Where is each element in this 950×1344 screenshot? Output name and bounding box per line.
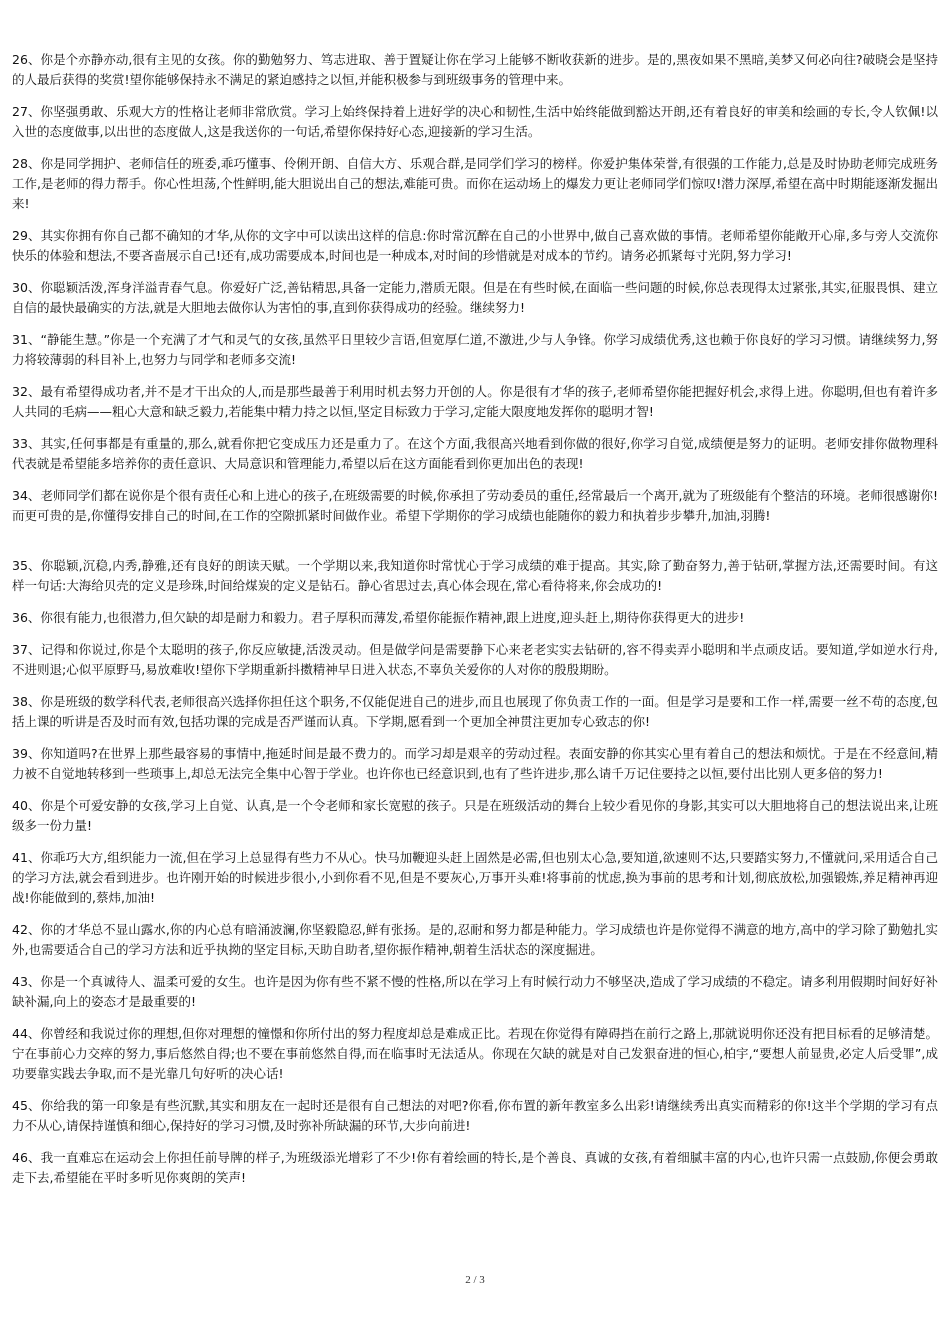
comment-paragraph-29: 29、其实你拥有你自己都不确知的才华,从你的文字中可以读出这样的信息:你时常沉醉在自己的小世界中,做自己喜欢做的事情。老师希望你能敞开心扉,多与旁人交流你快乐的体验和想法,不要吝啬展示自己!还有,成功需要成本,时间也是一种成本,对时间的珍惜就是对成本的节约。请务必抓紧每寸光阴,努力学习! (12, 228, 938, 263)
comment-paragraph-40: 40、你是个可爱安静的女孩,学习上自觉、认真,是一个令老师和家长宽慰的孩子。只是在班级活动的舞台上较少看见你的身影,其实可以大胆地将自己的想法说出来,让班级多一份力量! (12, 798, 938, 833)
comment-paragraph-43: 43、你是一个真诚待人、温柔可爱的女生。也许是因为你有些不紧不慢的性格,所以在学习上有时候行动力不够坚决,造成了学习成绩的不稳定。请多利用假期时间好好补缺补漏,向上的姿态才是最重要的! (12, 974, 938, 1009)
comment-paragraph-26: 26、你是个亦静亦动,很有主见的女孩。你的勤勉努力、笃志进取、善于置疑让你在学习上能够不断收获新的进步。是的,黑夜如果不黑暗,美梦又何必向往?破晓会是坚持的人最后获得的奖赏!望你能够保持永不满足的紧迫感持之以恒,并能积极参与到班级事务的管理中来。 (12, 52, 938, 87)
comment-paragraph-31: 31、“静能生慧。”你是一个充满了才气和灵气的女孩,虽然平日里较少言语,但宽厚仁道,不激进,少与人争锋。你学习成绩优秀,这也赖于你良好的学习习惯。请继续努力,努力将较薄弱的科目补上,也努力与同学和老师多交流! (12, 332, 938, 367)
comment-paragraph-35: 35、你聪颖,沉稳,内秀,静雅,还有良好的朗读天赋。一个学期以来,我知道你时常忧心于学习成绩的难于提高。其实,除了勤奋努力,善于钻研,掌握方法,还需要时间。有这样一句话:大海给贝壳的定义是珍珠,时间给煤炭的定义是钻石。静心省思过去,真心体会现在,常心看待将来,你会成功的! (12, 558, 938, 593)
comment-paragraph-38: 38、你是班级的数学科代表,老师很高兴选择你担任这个职务,不仅能促进自己的进步,而且也展现了你负责工作的一面。但是学习是要和工作一样,需要一丝不苟的态度,包括上课的听讲是否及时而有效,包括功课的完成是否严谨而认真。下学期,愿看到一个更加全神贯注更加专心致志的你! (12, 694, 938, 729)
comment-paragraph-34: 34、老师同学们都在说你是个很有责任心和上进心的孩子,在班级需要的时候,你承担了劳动委员的重任,经常最后一个离开,就为了班级能有个整洁的环境。老师很感谢你!而更可贵的是,你懂得安排自己的时间,在工作的空隙抓紧时间做作业。希望下学期你的学习成绩也能随你的毅力和执着步步攀升,加油,羽腾! (12, 488, 938, 523)
comment-paragraph-28: 28、你是同学拥护、老师信任的班委,乖巧懂事、伶俐开朗、自信大方、乐观合群,是同学们学习的榜样。你爱护集体荣誉,有很强的工作能力,总是及时协助老师完成班务工作,是老师的得力帮手。你心性坦荡,个性鲜明,能大胆说出自己的想法,难能可贵。而你在运动场上的爆发力更让老师同学们惊叹!潜力深厚,希望在高中时期能逐渐发掘出来! (12, 156, 938, 211)
comment-paragraph-33: 33、其实,任何事都是有重量的,那么,就看你把它变成压力还是重力了。在这个方面,我很高兴地看到你做的很好,你学习自觉,成绩便是努力的证明。老师安排你做物理科代表就是希望能多培养你的责任意识、大局意识和管理能力,希望以后在这方面能看到你更加出色的表现! (12, 436, 938, 471)
comment-paragraph-44: 44、你曾经和我说过你的理想,但你对理想的憧憬和你所付出的努力程度却总是难成正比。若现在你觉得有障碍挡在前行之路上,那就说明你还没有把目标看的足够清楚。宁在事前心力交瘁的努力,事后悠然自得;也不要在事前悠然自得,而在临事时无法适从。你现在欠缺的就是对自己发狠奋进的恒心,柏宇,“要想人前显贵,必定人后受罪”,成功要靠实践去争取,而不是光靠几句好听的决心话! (12, 1026, 938, 1081)
page-number: 2 / 3 (465, 1274, 485, 1286)
document-body (12, 50, 938, 1200)
comment-paragraph-32: 32、最有希望得成功者,并不是才干出众的人,而是那些最善于利用时机去努力开创的人。你是很有才华的孩子,老师希望你能把握好机会,求得上进。你聪明,但也有着许多人共同的毛病——粗心大意和缺乏毅力,若能集中精力持之以恒,坚定目标致力于学习,定能大限度地发挥你的聪明才智! (12, 384, 938, 419)
comment-paragraph-30: 30、你聪颖活泼,浑身洋溢青春气息。你爱好广泛,善钻精思,具备一定能力,潜质无限。但是在有些时候,在面临一些问题的时候,你总表现得太过紧张,其实,征服畏惧、建立自信的最快最确实的方法,就是大胆地去做你认为害怕的事,直到你获得成功的经验。继续努力! (12, 280, 938, 315)
comment-paragraph-27: 27、你坚强勇敢、乐观大方的性格让老师非常欣赏。学习上始终保持着上进好学的决心和韧性,生活中始终能做到豁达开朗,还有着良好的审美和绘画的专长,令人钦佩!以入世的态度做事,以出世的态度做人,这是我送你的一句话,希望你保持好心态,迎接新的学习生活。 (12, 104, 938, 139)
comment-paragraph-45: 45、你给我的第一印象是有些沉默,其实和朋友在一起时还是很有自己想法的对吧?你看,你布置的新年教室多么出彩!请继续秀出真实而精彩的你!这半个学期的学习有点力不从心,请保持谨慎和细心,保持好的学习习惯,及时弥补所缺漏的环节,大步向前进! (12, 1098, 938, 1133)
comment-paragraph-36: 36、你很有能力,也很潜力,但欠缺的却是耐力和毅力。君子厚积而薄发,希望你能振作精神,跟上进度,迎头赶上,期待你获得更大的进步! (12, 610, 745, 625)
comment-paragraph-37: 37、记得和你说过,你是个太聪明的孩子,你反应敏捷,活泼灵动。但是做学问是需要静下心来老老实实去钻研的,容不得卖弄小聪明和半点顽皮话。要知道,学如逆水行舟,不进则退;心似平原野马,易放难收!望你下学期重新抖擞精神早日进入状态,不辜负关爱你的人对你的殷殷期盼。 (12, 642, 938, 677)
comment-paragraph-42: 42、你的才华总不显山露水,你的内心总有暗涌波澜,你坚毅隐忍,鲜有张扬。是的,忍耐和努力都是种能力。学习成绩也许是你觉得不满意的地方,高中的学习除了勤勉扎实外,也需要适合自己的学习方法和近乎执拗的坚定目标,天助自助者,望你振作精神,朝着生活状态的深度掘进。 (12, 922, 938, 957)
comment-paragraph-41: 41、你乖巧大方,组织能力一流,但在学习上总显得有些力不从心。快马加鞭迎头赶上固然是必需,但也别太心急,要知道,欲速则不达,只要踏实努力,不懂就问,采用适合自己的学习方法,就会看到进步。也许刚开始的时候进步很小,小到你看不见,但是不要灰心,万事开头难!将事前的忧虑,换为事前的思考和计划,彻底放松,加强锻炼,养足精神再迎战!你能做到的,蔡炜,加油! (12, 850, 938, 905)
comment-paragraph-46: 46、我一直难忘在运动会上你担任前导牌的样子,为班级添光增彩了不少!你有着绘画的特长,是个善良、真诚的女孩,有着细腻丰富的内心,也许只需一点鼓励,你便会勇敢走下去,希望能在平时多听见你爽朗的笑声! (12, 1150, 938, 1185)
comment-paragraph-39: 39、你知道吗?在世界上那些最容易的事情中,拖延时间是最不费力的。而学习却是艰辛的劳动过程。表面安静的你其实心里有着自己的想法和烦忧。于是在不经意间,精力被不自觉地转移到一些琐事上,却总无法完全集中心智于学业。也许你也已经意识到,也有了些许进步,那么请千万记住要持之以恒,要付出比别人更多倍的努力! (12, 746, 938, 781)
